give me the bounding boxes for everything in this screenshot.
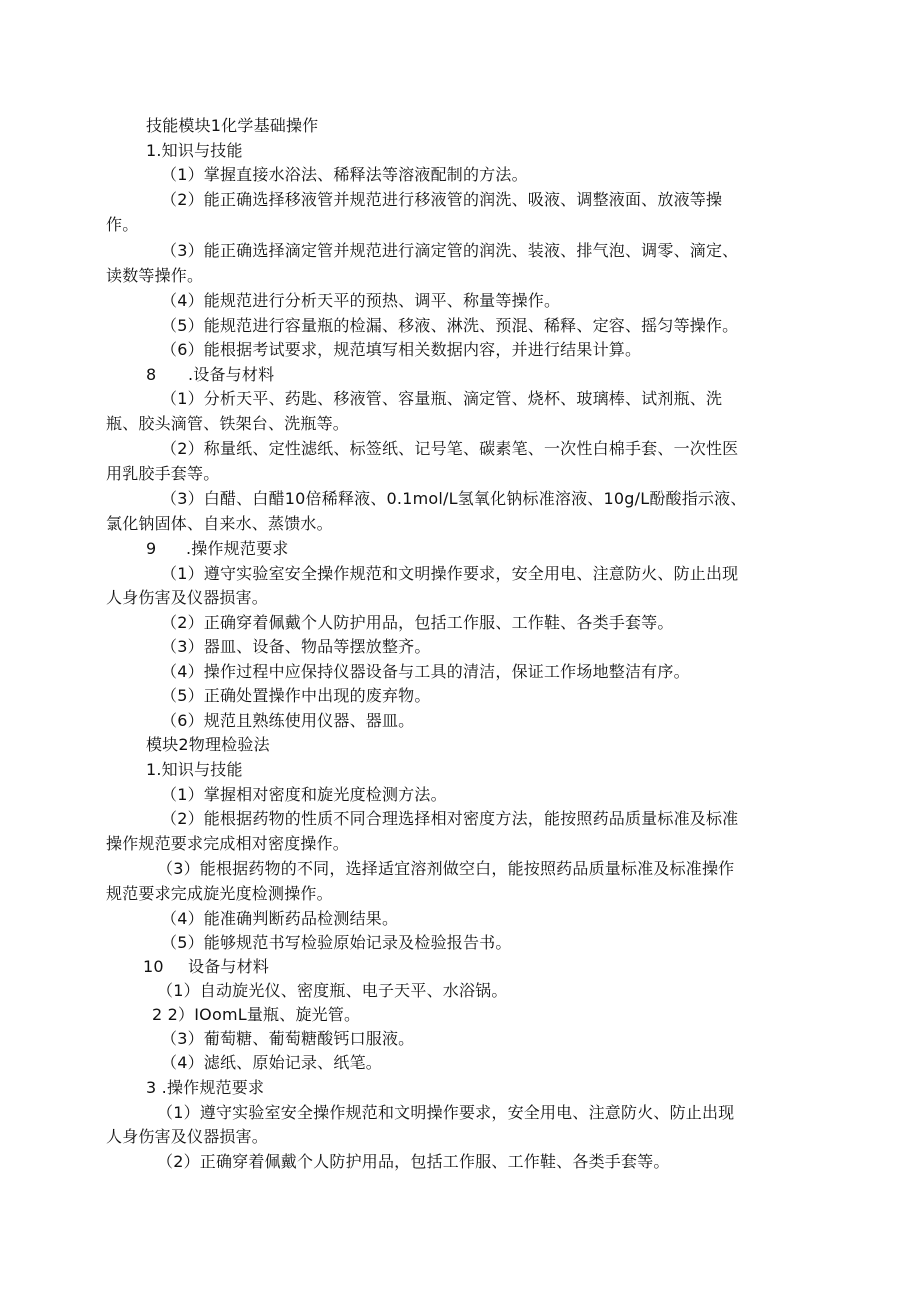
module2-section3-item1: （1）遵守实验室安全操作规范和文明操作要求，安全用电、注意防火、防止出现 <box>157 1103 735 1122</box>
module2-section3-item2: （2）正确穿着佩戴个人防护用品，包括工作服、工作鞋、各类手套等。 <box>157 1152 670 1171</box>
module1-section3-number: 9 <box>146 539 157 558</box>
module2-section2-item1: （1）自动旋光仪、密度瓶、电子天平、水浴锅。 <box>157 981 508 1000</box>
module1-section1-item2: （2）能正确选择移液管并规范进行移液管的润洗、吸液、调整液面、放液等操 <box>161 190 723 209</box>
module1-section2-item1: （1）分析天平、药匙、移液管、容量瓶、滴定管、烧杯、玻璃棒、试剂瓶、洗 <box>161 389 723 408</box>
module1-section1-item3: （3）能正确选择滴定管并规范进行滴定管的润洗、装液、排气泡、调零、滴定、 <box>161 241 739 260</box>
module2-section3-heading: 3 .操作规范要求 <box>146 1078 265 1097</box>
module1-section2-number: 8 <box>146 365 157 384</box>
module1-section3-item1-cont: 人身伤害及仪器损害。 <box>106 588 269 607</box>
module1-section1-item4: （4）能规范进行分析天平的预热、调平、称量等操作。 <box>161 291 561 310</box>
module1-section1-item6: （6）能根据考试要求，规范填写相关数据内容，并进行结果计算。 <box>161 340 642 359</box>
module2-section1-item3-cont: 规范要求完成旋光度检测操作。 <box>106 884 333 903</box>
module2-section2-number: 10 <box>143 957 164 976</box>
module2-section3-item1-cont: 人身伤害及仪器损害。 <box>106 1127 269 1146</box>
module1-section2-item2: （2）称量纸、定性滤纸、标签纸、记号笔、碳素笔、一次性白棉手套、一次性医 <box>161 439 739 458</box>
module1-section2-item2-cont: 用乳胶手套等。 <box>106 464 220 483</box>
module1-section2-item1-cont: 瓶、胶头滴管、铁架台、洗瓶等。 <box>106 414 350 433</box>
module2-section1-item2: （2）能根据药物的性质不同合理选择相对密度方法，能按照药品质量标准及标准 <box>161 809 739 828</box>
module1-section1-item1: （1）掌握直接水浴法、稀释法等溶液配制的方法。 <box>161 165 528 184</box>
module1-section3-item3: （3）器皿、设备、物品等摆放整齐。 <box>161 637 431 656</box>
module2-section2-item2: 2 2）IOomL量瓶、旋光管。 <box>152 1005 361 1024</box>
module1-section2-item3: （3）白醋、白醋10倍稀释液、0.1mol∕L氢氧化钠标准溶液、10g∕L酚酸指示液、 <box>161 489 747 508</box>
module1-section2-heading: .设备与材料 <box>188 365 275 384</box>
module2-section1-item2-cont: 操作规范要求完成相对密度操作。 <box>106 834 350 853</box>
module1-section3-item5: （5）正确处置操作中出现的废弃物。 <box>161 686 431 705</box>
module2-section1-item1: （1）掌握相对密度和旋光度检测方法。 <box>161 785 447 804</box>
module2-section1-item3: （3）能根据药物的不同，选择适宜溶剂做空白，能按照药品质量标准及标准操作 <box>157 859 735 878</box>
module2-section2-item4: （4）滤纸、原始记录、纸笔。 <box>161 1053 382 1072</box>
module1-section3-item6: （6）规范且熟练使用仪器、器皿。 <box>161 711 415 730</box>
module2-section1-heading: 1.知识与技能 <box>146 760 243 779</box>
module1-section3-heading: .操作规范要求 <box>186 539 289 558</box>
module1-title: 技能模块1化学基础操作 <box>146 116 319 135</box>
module1-section3-item2: （2）正确穿着佩戴个人防护用品，包括工作服、工作鞋、各类手套等。 <box>161 613 674 632</box>
module1-section2-item3-cont: 氯化钠固体、自来水、蒸馈水。 <box>106 514 333 533</box>
module2-section2-item3: （3）葡萄糖、葡萄糖酸钙口服液。 <box>161 1029 415 1048</box>
module2-section1-item5: （5）能够规范书写检验原始记录及检验报告书。 <box>161 933 512 952</box>
module2-section1-item4: （4）能准确判断药品检测结果。 <box>161 909 399 928</box>
module1-section1-item5: （5）能规范进行容量瓶的检漏、移液、淋洗、预混、稀释、定容、摇匀等操作。 <box>161 316 739 335</box>
module1-section1-item2-cont: 作。 <box>106 215 139 234</box>
module2-section2-heading: 设备与材料 <box>188 957 270 976</box>
module1-section1-item3-cont: 读数等操作。 <box>106 266 204 285</box>
module1-section3-item1: （1）遵守实验室安全操作规范和文明操作要求，安全用电、注意防火、防止出现 <box>161 564 739 583</box>
module1-section1-heading: 1.知识与技能 <box>146 141 243 160</box>
module1-section3-item4: （4）操作过程中应保持仪器设备与工具的清洁，保证工作场地整洁有序。 <box>161 662 690 681</box>
module2-title: 模块2物理检验法 <box>146 735 270 754</box>
